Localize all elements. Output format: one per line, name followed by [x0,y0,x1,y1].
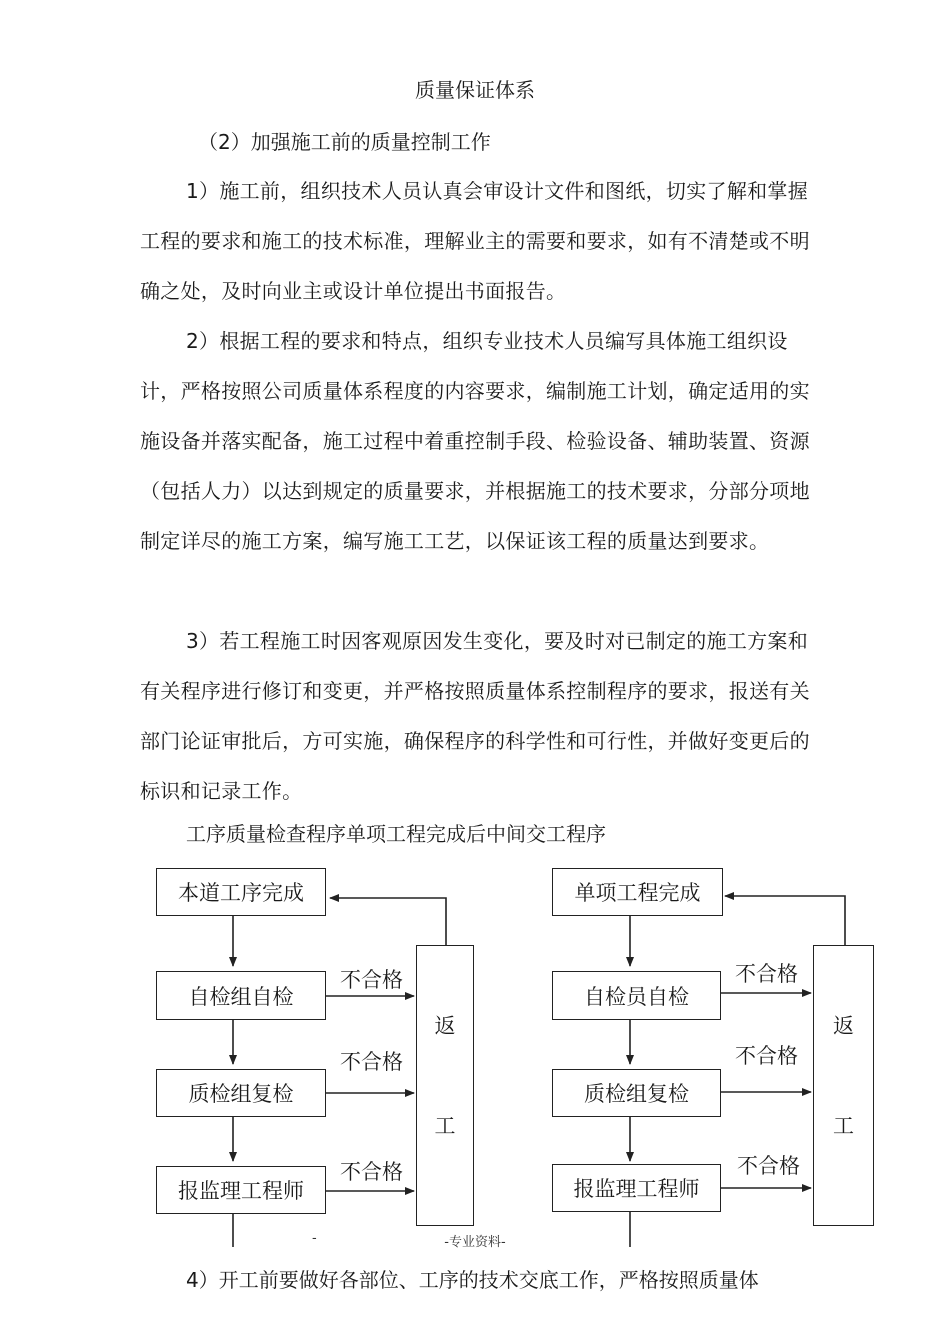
footer-dash: - [312,1231,317,1246]
paragraph-4: 4）开工前要做好各部位、工序的技术交底工作，严格按照质量体 [186,1268,759,1292]
section-heading: （2）加强施工前的质量控制工作 [198,130,491,154]
right-fail-label-2: 不合格 [735,1044,798,1068]
left-return-path [330,898,446,945]
paragraph-2: 2）根据工程的要求和特点，组织专业技术人员编写具体施工组织设计，严格按照公司质量体系程度的内容要求，编制施工计划，确定适用的实施设备并落实配备，施工过程中着重控制手段、检验设备、辅助装置、资源（包括人力）以达到规定的质量要求，并根据施工的技术要求，分部分项地制定详尽的施工方案，编写施工工艺，以保证该工程的质量达到要求。 [140,329,810,553]
right-step-3-box: 质检组复检 [552,1069,721,1117]
right-fail-label-3: 不合格 [737,1154,800,1178]
right-rework-box [813,945,874,1226]
left-rework-char-1: 返 [434,1014,456,1038]
left-fail-label-1: 不合格 [340,968,403,992]
right-rework-char-2: 工 [833,1114,854,1138]
left-fail-label-2: 不合格 [340,1050,403,1074]
paragraph-1: 1）施工前，组织技术人员认真会审设计文件和图纸，切实了解和掌握工程的要求和施工的技术标准，理解业主的需要和要求，如有不清楚或不明确之处，及时向业主或设计单位提出书面报告。 [140,179,810,303]
right-fail-label-1: 不合格 [735,962,798,986]
right-step-4-box: 报监理工程师 [552,1164,721,1212]
left-rework-char-2: 工 [434,1114,456,1138]
page-footer: -专业资料- [444,1235,506,1250]
paragraph-3: 3）若工程施工时因客观原因发生变化，要及时对已制定的施工方案和有关程序进行修订和变更，并严格按照质量体系控制程序的要求，报送有关部门论证审批后，方可实施，确保程序的科学性和可行性，并做好变更后的标识和记录工作。 [140,629,810,803]
document-title: 质量保证体系 [415,78,535,102]
left-fail-label-3: 不合格 [340,1160,403,1184]
left-step-4-box: 报监理工程师 [156,1166,326,1214]
left-step-2-box: 自检组自检 [156,971,326,1020]
right-return-path [725,896,845,945]
right-step-1-box: 单项工程完成 [552,868,723,916]
left-step-1-box: 本道工序完成 [156,868,326,916]
flowchart-caption: 工序质量检查程序单项工程完成后中间交工程序 [186,822,606,846]
left-rework-box [416,945,474,1226]
right-rework-char-1: 返 [833,1014,854,1038]
right-step-2-box: 自检员自检 [552,971,721,1020]
left-step-3-box: 质检组复检 [156,1069,326,1117]
